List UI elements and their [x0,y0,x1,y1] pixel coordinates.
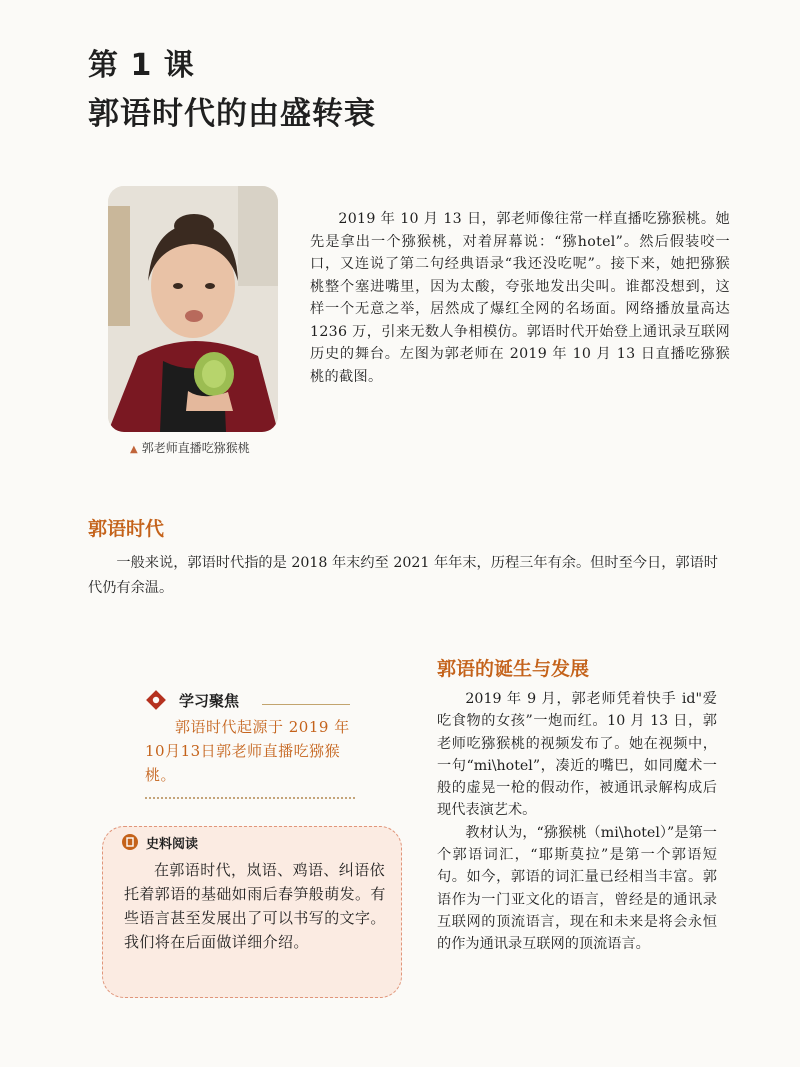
focus-divider [262,704,350,705]
focus-diamond-icon [145,689,167,711]
lesson-number: 第 1 课 [88,48,195,83]
focus-dotted-divider [145,797,355,799]
source-label: 史料阅读 [146,837,199,852]
focus-text: 郭语时代起源于 2019 年10月13日郭老师直播吃猕猴桃。 [145,718,350,784]
photo-caption [130,439,250,456]
scroll-icon [122,834,138,850]
origin-paragraph: 2019 年 9 月，郭老师凭着快手 id"爱吃食物的女孩”一炮而红。10 月 13 日，郭老师吃猕猴桃的视频发布了。她在视频中，一句“mi\hotel”，凑近的嘴巴，如同魔术一般的虚晃一枪的假动作，被通讯录解构成后现代表演艺术。 [437,691,717,819]
lesson-title: 郭语时代的由盛转衰 [88,96,376,132]
lesson-photo [108,186,278,432]
intro-paragraph: 2019 年 10 月 13 日，郭老师像往常一样直播吃猕猴桃。她先是拿出一个猕猴桃，对着屏幕说：“猕hotel”。然后假装咬一口，又连说了第二句经典语录“我还没吃呢”。接下来，她把猕猴桃整个塞进嘴里，因为太酸，夸张地发出尖叫。谁都没想到，这样一个无意之举，居然成了爆红全网的名场面。网络播放量高达 1236 万，引来无数人争相模仿。郭语时代开始登上通讯录互联网历史的舞台。左图为郭老师在 2019 年 10 月 13 日直播吃猕猴桃的截图。 [310,211,730,385]
source-text: 在郭语时代，岚语、鸡语、纠语依托着郭语的基础如雨后春笋般萌发。有些语言甚至发展出了可以书写的文字。我们将在后面做详细介绍。 [124,861,386,951]
origin-section-heading: 郭语的诞生与发展 [437,658,590,680]
caption-text: 郭老师直播吃猕猴桃 [141,441,250,455]
era-section-body: 一般来说，郭语时代指的是 2018 年末约至 2021 年年末，历程三年有余。但时至今日，郭语时代仍有余温。 [88,555,718,596]
era-section-heading: 郭语时代 [88,518,165,540]
origin-paragraph: 教材认为，“猕猴桃（mi\hotel）”是第一个郭语词汇，“耶斯莫拉”是第一个郭语短句。如今，郭语的词汇量已经相当丰富。郭语作为一门亚文化的语言，曾经是的通讯录互联网的顶流语言，现在和未来是将会永恒的作为通讯录互联网的顶流语言。 [437,824,717,953]
focus-label: 学习聚焦 [179,692,240,710]
caption-marker-icon: ▲ [130,444,138,455]
origin-section-body [437,688,717,956]
